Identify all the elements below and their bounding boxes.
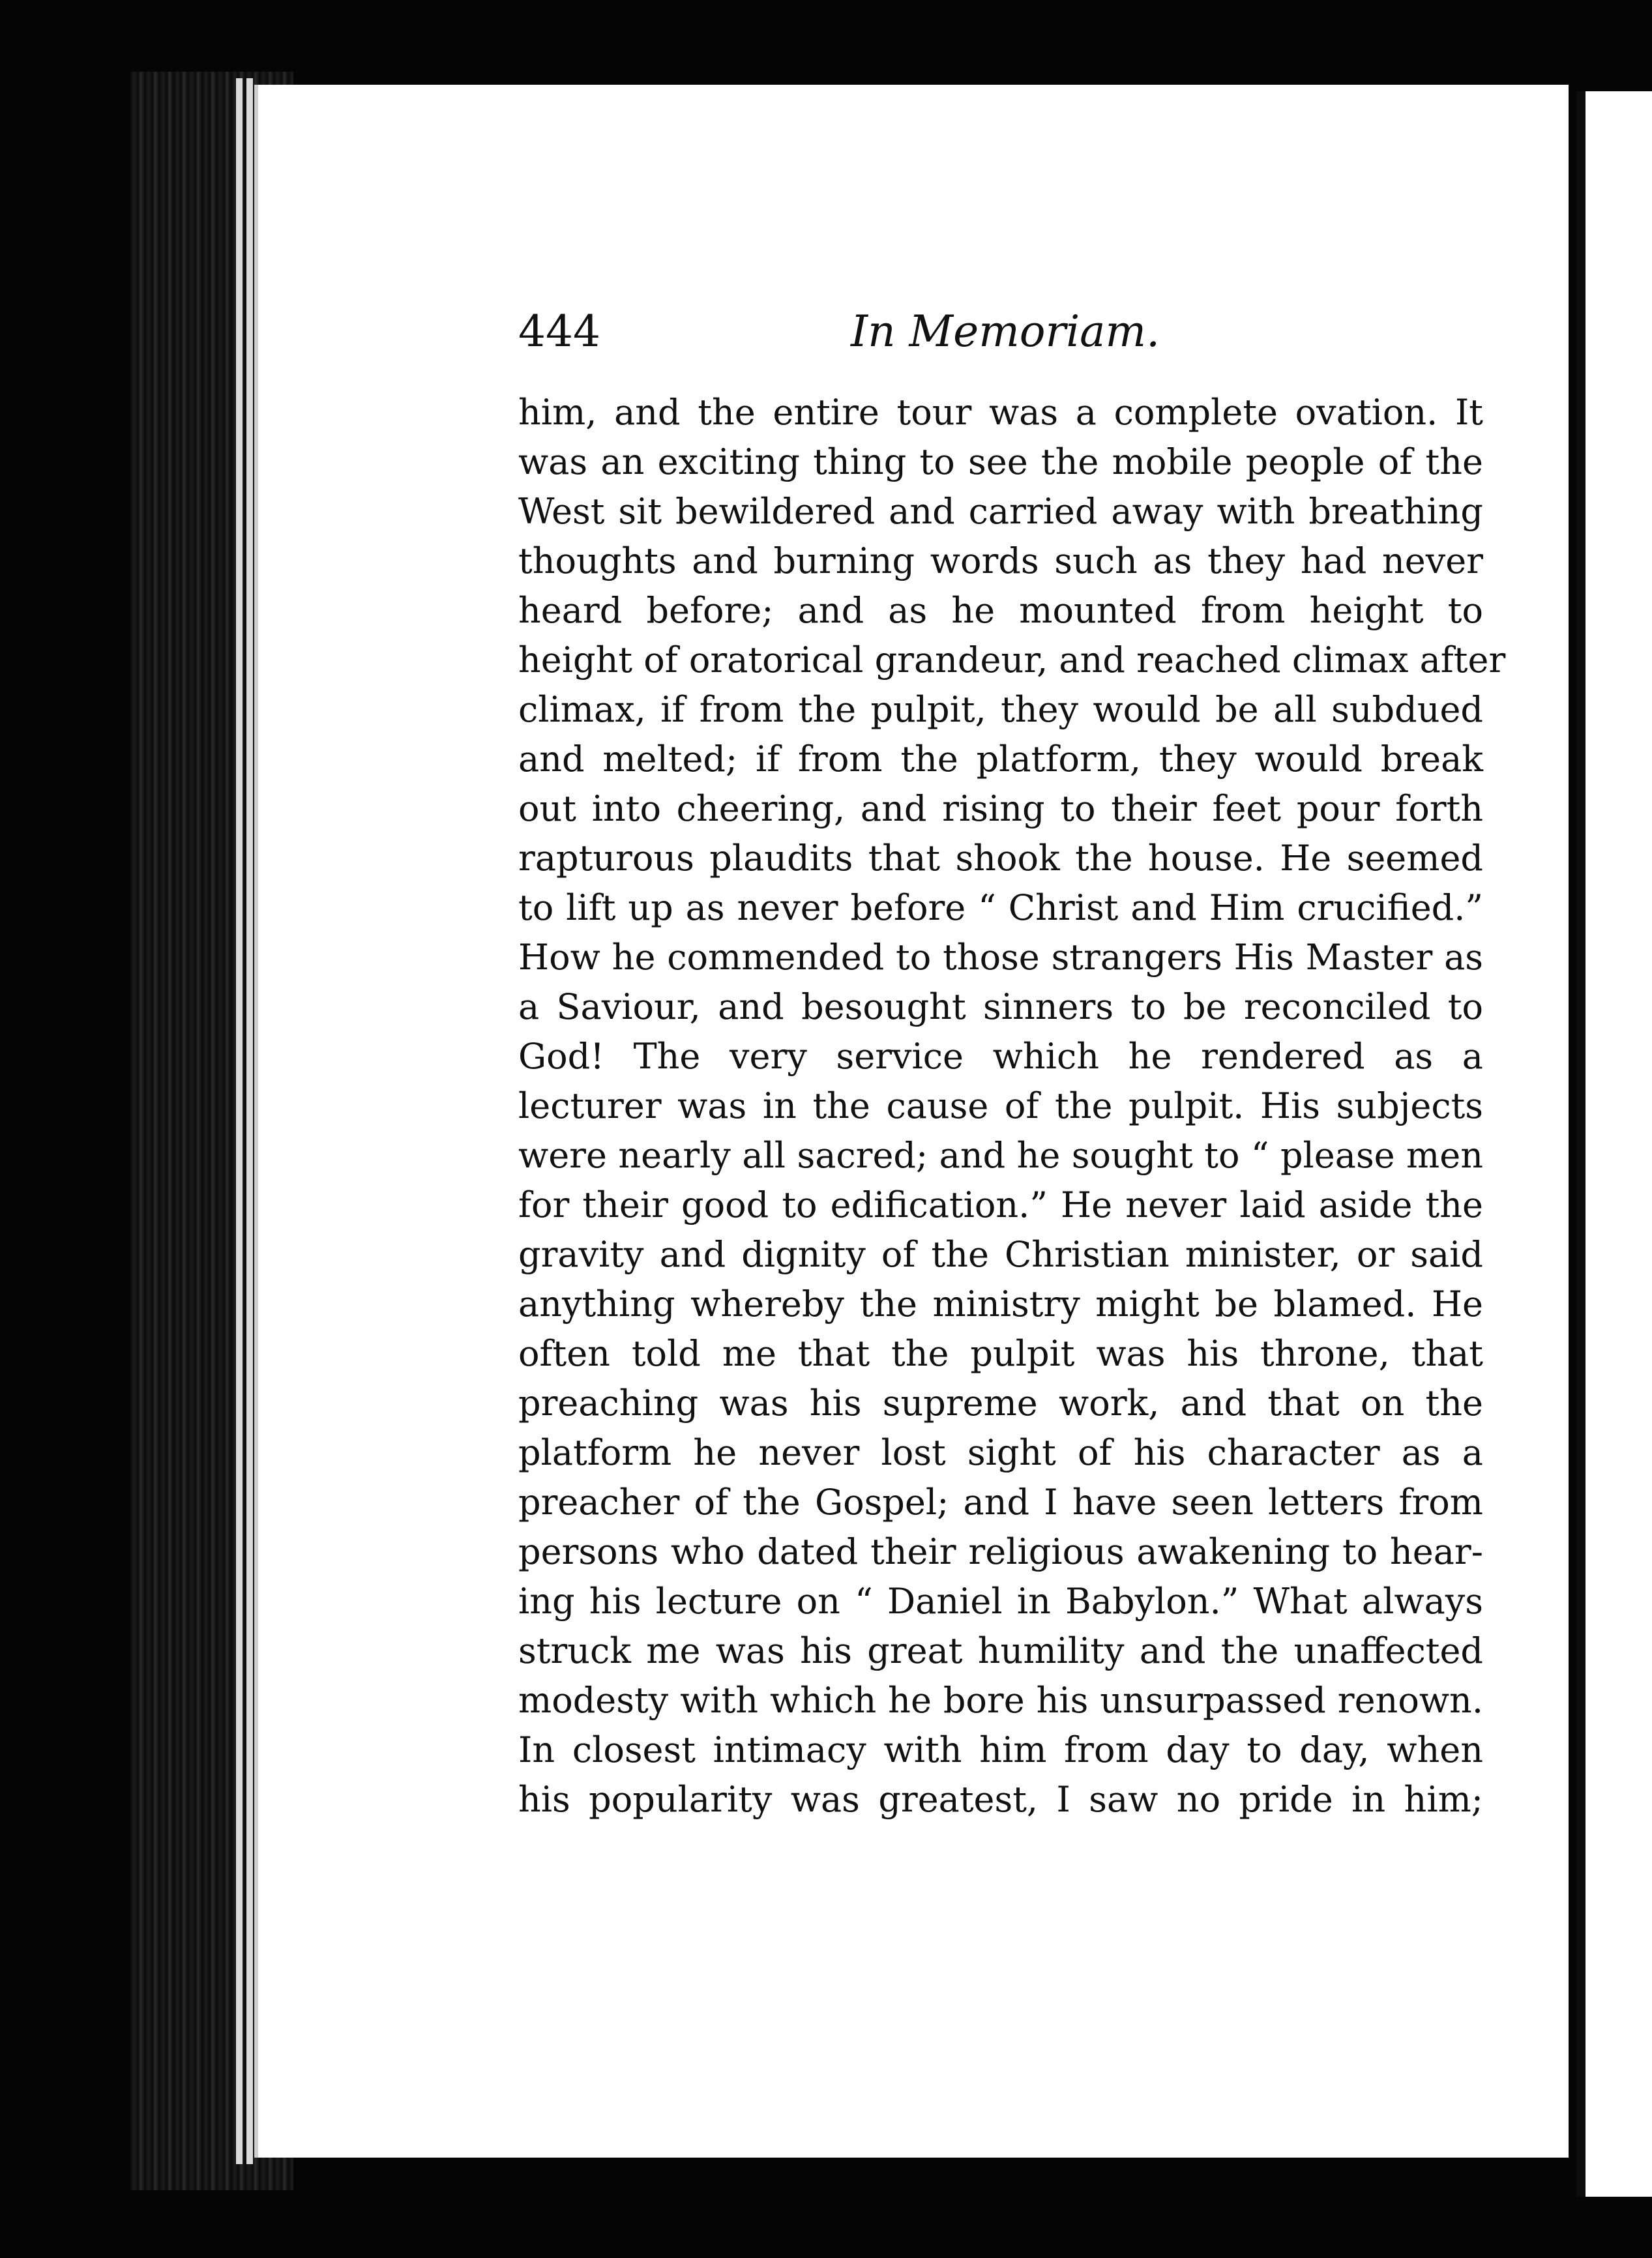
text-line: In closest intimacy with him from day to day, when [518,1729,1483,1770]
text-line: preacher of the Gospel; and I have seen letters from [518,1482,1483,1523]
text-line: out into cheering, and rising to their feet pour forth [518,788,1483,829]
text-line: for their good to edification.” He never laid aside the [518,1184,1483,1225]
text-line: heard before; and as he mounted from height to [518,590,1483,631]
page-header [518,306,1483,372]
text-line: a Saviour, and besought sinners to be reconciled to [518,986,1483,1027]
text-line: How he commended to those strangers His Master as [518,937,1483,978]
text-line: platform he never lost sight of his character as a [518,1432,1483,1473]
facing-page-strip [1576,91,1652,2197]
text-line: West sit bewildered and carried away with breathing [518,491,1483,532]
text-line: thoughts and burning words such as they had never [518,540,1483,581]
text-line: anything whereby the ministry might be blamed. He [518,1283,1483,1325]
text-line: him, and the entire tour was a complete ovation. It [518,392,1483,433]
text-line: often told me that the pulpit was his throne, that [518,1333,1483,1374]
text-line: modesty with which he bore his unsurpassed renown. [518,1680,1483,1721]
text-line: were nearly all sacred; and he sought to “ please men [518,1135,1483,1176]
text-line: God! The very service which he rendered as a [518,1036,1483,1077]
text-line: gravity and dignity of the Christian minister, or said [518,1234,1483,1275]
page-leaf-edge [246,78,253,2164]
text-line: his popularity was greatest, I saw no pride in him; [518,1779,1483,1820]
text-line: persons who dated their religious awakening to hear- [518,1531,1483,1572]
text-line: rapturous plaudits that shook the house. He seemed [518,838,1483,879]
text-line: lecturer was in the cause of the pulpit. His subjects [518,1085,1483,1126]
body-text [518,388,1506,1825]
text-line: was an exciting thing to see the mobile people of the [518,441,1483,482]
text-line: height of oratorical grandeur, and reached climax after [518,639,1506,681]
text-line: to lift up as never before “ Christ and Him crucified.” [518,887,1483,928]
page-number: 444 [518,306,600,357]
text-line: ing his lecture on “ Daniel in Babylon.” What always [518,1581,1483,1622]
running-head: In Memoriam. [851,306,1160,357]
text-line: and melted; if from the platform, they would break [518,739,1483,780]
text-line: preaching was his supreme work, and that on the [518,1383,1483,1424]
page-leaf-edge [236,78,243,2164]
text-line: struck me was his great humility and the unaffected [518,1630,1483,1671]
text-line: climax, if from the pulpit, they would be all subdued [518,689,1483,730]
